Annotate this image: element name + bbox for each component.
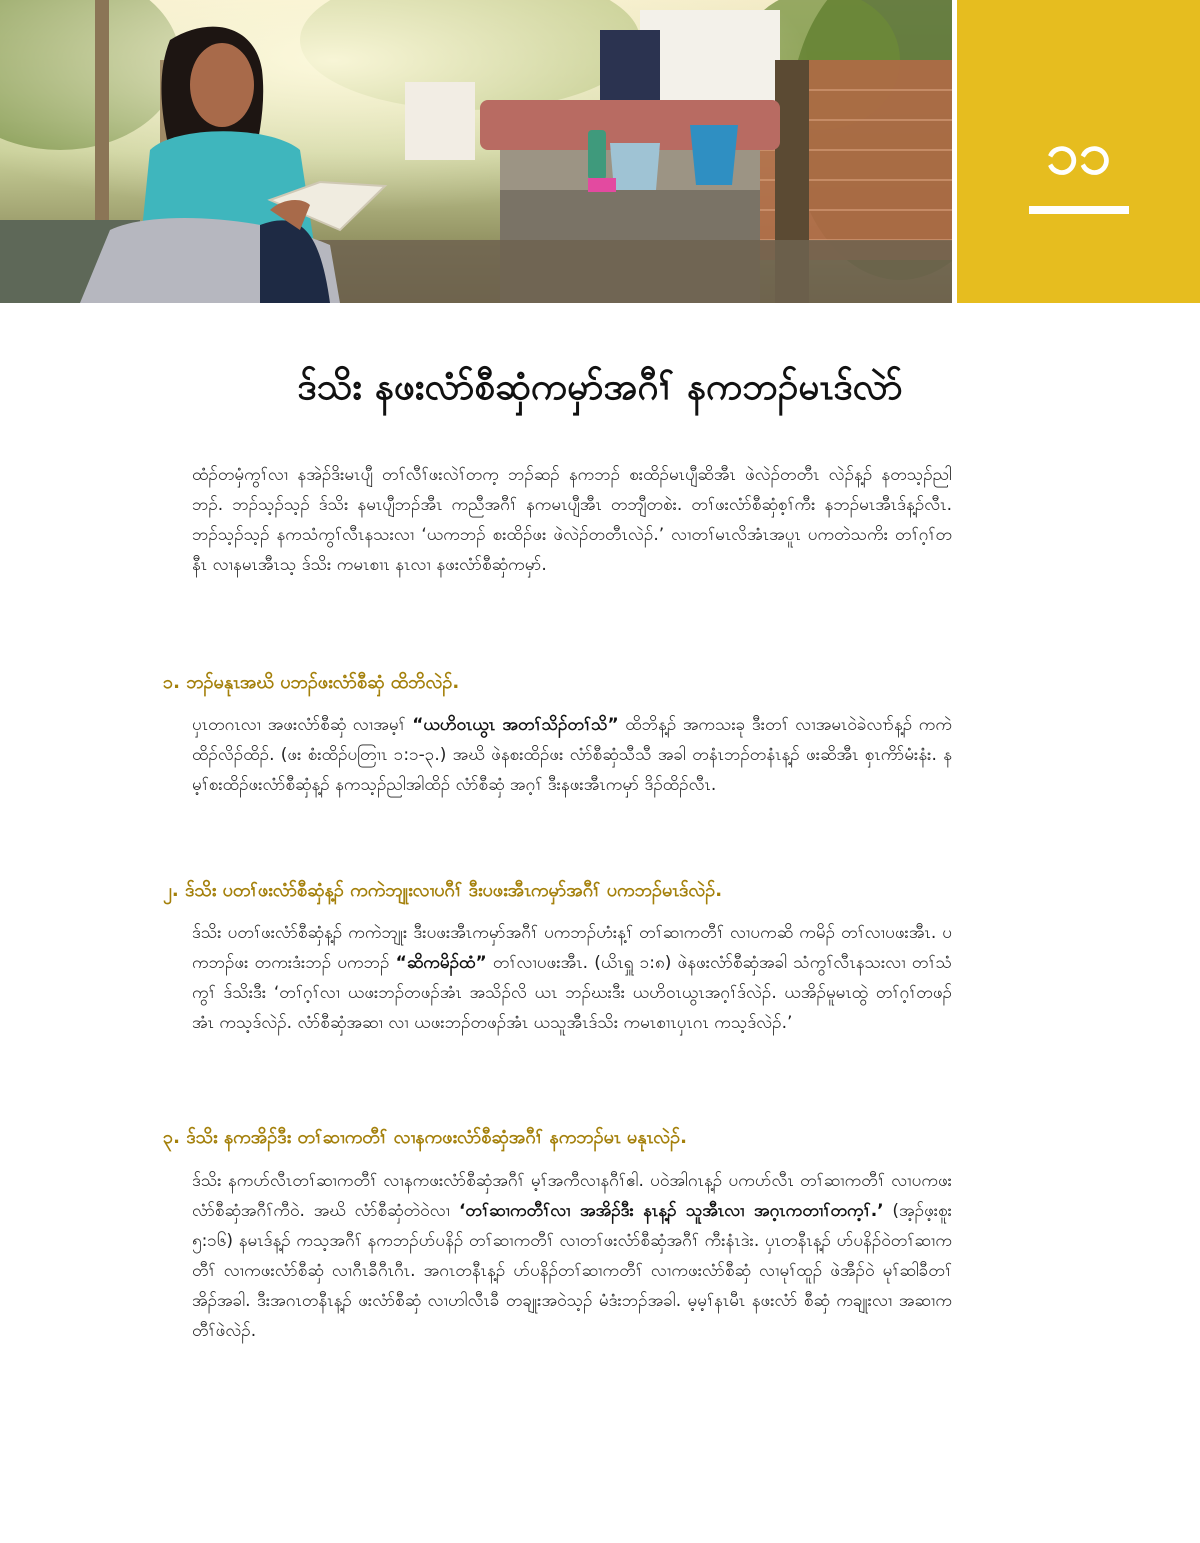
hero-photo bbox=[0, 0, 952, 303]
section-1-emphasis: “ယဟိဝၤယွၤ အတၢ်သိၣ်တၢ်သိ” bbox=[412, 715, 619, 735]
section-1-text-b: ထိဘိန့ၣ် အကသးခု ဒီးတၢ် လၢအမၤဝဲခဲလၢာ်န့ၣ် ကကဲထိၣ်လိၣ်ထိၣ်. (ဖး စံးထိၣ်ပတြၢၤ ၁:၁-၃.) အဃိ ဖဲနစးထိၣ်ဖး လံာ်စီဆှံသီသီ အခါ တနံၤဘၣ်တနံၤန့ၣ် ဖးဆိအီၤ စှၤကိာ်မံးနံး. နမ့ၢ်စးထိၣ်ဖးလံာ်စီဆှံန့ၣ် နကသ့ၣ်ညါအါထိၣ် လံာ်စီဆှံ အဂ့ၢ် ဒီးနဖးအီၤကမှာ် ဒိၣ်ထိၣ်လီၤ. bbox=[192, 715, 952, 795]
section-3-emphasis: ‘တၢ်ဆၢကတီၢ်လၢ အအိၣ်ဒီး နၤန့ၣ် သူအီၤလၢ အဂ့ၤကတၢၢ်တက့ၢ်.’ bbox=[458, 1201, 884, 1221]
section-1-text-a: ပှၤတဂၤလၢ အဖးလံာ်စီဆှံ လၢအမ့ၢ် bbox=[192, 715, 413, 735]
chapter-badge bbox=[957, 0, 1200, 303]
section-3-heading: ၃. ဒ်သိး နကအိၣ်ဒီး တၢ်ဆၢကတီၢ် လၢနကဖးလံာ်စီဆှံအဂီၢ် နကဘၣ်မၤ မနုၤလဲၣ်. bbox=[163, 1127, 687, 1148]
section-2-emphasis: “ဆိကမိၣ်ထံ” bbox=[395, 953, 487, 973]
section-3-text-a: ဒ်သိး နကပာ်လီၤတၢ်ဆၢကတီၢ် လၢနကဖးလံာ်စီဆှံအဂီၢ် မ့ၢ်အကီလၢနဂီၢ်ဧါ. ပဝဲအါဂၤန့ၣ် ပကပာ်လီၤ တၢ်ဆၢကတီၢ် လၢပကဖးလံာ်စီဆှံအဂီၢ်ကီဝဲ. အဃိ လံာ်စီဆှံတဲဝဲလၢ bbox=[192, 1171, 952, 1221]
badge-underline bbox=[1029, 206, 1129, 214]
section-2-paragraph bbox=[192, 918, 952, 1038]
chapter-number: ၁၁ bbox=[1045, 119, 1112, 187]
section-1-paragraph bbox=[192, 710, 952, 800]
section-2-text-a: ဒ်သိး ပတၢ်ဖးလံာ်စီဆှံန့ၣ် ကကဲဘျုး ဒီးပဖးအီၤကမှာ်အဂီၢ် ပကဘၣ်ဟံးန့ၢ် တၢ်ဆၢကတီၢ် လၢပကဆိ ကမိၣ် တၢ်လၢပဖးအီၤ. ပကဘၣ်ဖး တကးဒံးဘၣ် ပကဘၣ် bbox=[192, 923, 952, 973]
section-2-text-b: တၢ်လၢပဖးအီၤ. (ယိၤရှူ ၁:၈) ဖဲနဖးလံာ်စီဆှံအခါ သံကွၢ်လီၤနသးလၢ တၢ်သံကွၢ် ဒ်သိးဒီး ‘တၢ်ဂ့ၢ်လၢ ယဖးဘၣ်တဖၣ်အံၤ အသိၣ်လိ ယၤ ဘၣ်ဃးဒီး ယဟိဝၤယွၤအဂ့ၢ်ဒ်လဲၣ်. ယအိၣ်မူမၤထွဲ တၢ်ဂ့ၢ်တဖၣ်အံၤ ကသ့ဒ်လဲၣ်. လံာ်စီဆှံအဆၢ လၢ ယဖးဘၣ်တဖၣ်အံၤ ယသူအီၤဒ်သိး ကမၤစၢၤပှၤဂၤ ကသ့ဒ်လဲၣ်.’ bbox=[192, 953, 952, 1033]
hero-illustration bbox=[0, 0, 952, 303]
section-2-heading: ၂. ဒ်သိး ပတၢ်ဖးလံာ်စီဆှံန့ၣ် ကကဲဘျုးလၢပဂီၢ် ဒီးပဖးအီၤကမှာ်အဂီၢ် ပကဘၣ်မၤဒ်လဲၣ်. bbox=[163, 880, 723, 901]
section-1-heading: ၁. ဘၣ်မနုၤအဃိ ပဘၣ်ဖးလံာ်စီဆှံ ထိဘိလဲၣ်. bbox=[163, 672, 460, 693]
page-title: ဒ်သိး နဖးလံာ်စီဆှံကမှာ်အဂီၢ် နကဘၣ်မၤဒ်လဲာ် bbox=[297, 365, 903, 408]
section-3-paragraph bbox=[192, 1166, 952, 1346]
intro-paragraph: ထံၣ်တမှံကွၢ်လၢ နအဲၣ်ဒိးမၤပျီ တၢ်လီၢ်ဖးလဲၢ်တက့ ဘၣ်ဆၣ် နကဘၣ် စးထိၣ်မၤပျီဆိအီၤ ဖဲလဲၣ်တတီၤ လဲၣ်န့ၣ် နတသ့ၣ်ညါဘၣ်. ဘၣ်သ့ၣ်သ့ၣ် ဒ်သိး နမၤပျီဘၣ်အီၤ ကညီအဂီၢ် နကမၤပျီအီၤ တဘျီတစဲး. တၢ်ဖးလံာ်စီဆှံစ့ၢ်ကီး နဘၣ်မၤအီၤဒ်န့ၣ်လီၤ. ဘၣ်သ့ၣ်သ့ၣ် နကသံကွၢ်လီၤနသးလၢ ‘ယကဘၣ် စးထိၣ်ဖး ဖဲလဲၣ်တတီၤလဲၣ်.’ လၢတၢ်မၤလိအံၤအပူၤ ပကတဲသကိး တၢ်ဂ့ၢ်တနီၤ လၢနမၤအီၤသ့ ဒ်သိး ကမၤစၢၤ နၤလၢ နဖးလံာ်စီဆှံကမှာ်. bbox=[192, 465, 952, 575]
section-3-text-b: (အ့ၣ်ဖ့းစူး ၅:၁၆) နမၤဒ်န့ၣ် ကသ့အဂီၢ် နကဘၣ်ပာ်ပနိၣ် တၢ်ဆၢကတီၢ် လၢတၢ်ဖးလံာ်စီဆှံအဂီၢ် ကီးနံၤဒဲး. ပှၤတနီၤန့ၣ် ပာ်ပနိၣ်ဝဲတၢ်ဆၢကတီၢ် လၢကဖးလံာ်စီဆှံ လၢဂီၤခီဂီၤဂီၤ. အဂၤတနီၤန့ၣ် ပာ်ပနိၣ်တၢ်ဆၢကတီၢ် လၢကဖးလံာ်စီဆှံ လၢမုၢ်ထူၣ် ဖဲအီၣ်ဝဲ မုၢ်ဆါခီတၢ် အိၣ်အခါ. ဒီးအဂၤတနီၤန့ၣ် ဖးလံာ်စီဆှံ လၢဟါလီၤခီ တချုးအဝဲသ့ၣ် မံဒံးဘၣ်အခါ. မ့မ့ၢ်နၤမီၤ နဖးလံာ် စီဆှံ ကချုးလၢ အဆၢကတီၢ်ဖဲလဲၣ်. bbox=[192, 1201, 952, 1341]
